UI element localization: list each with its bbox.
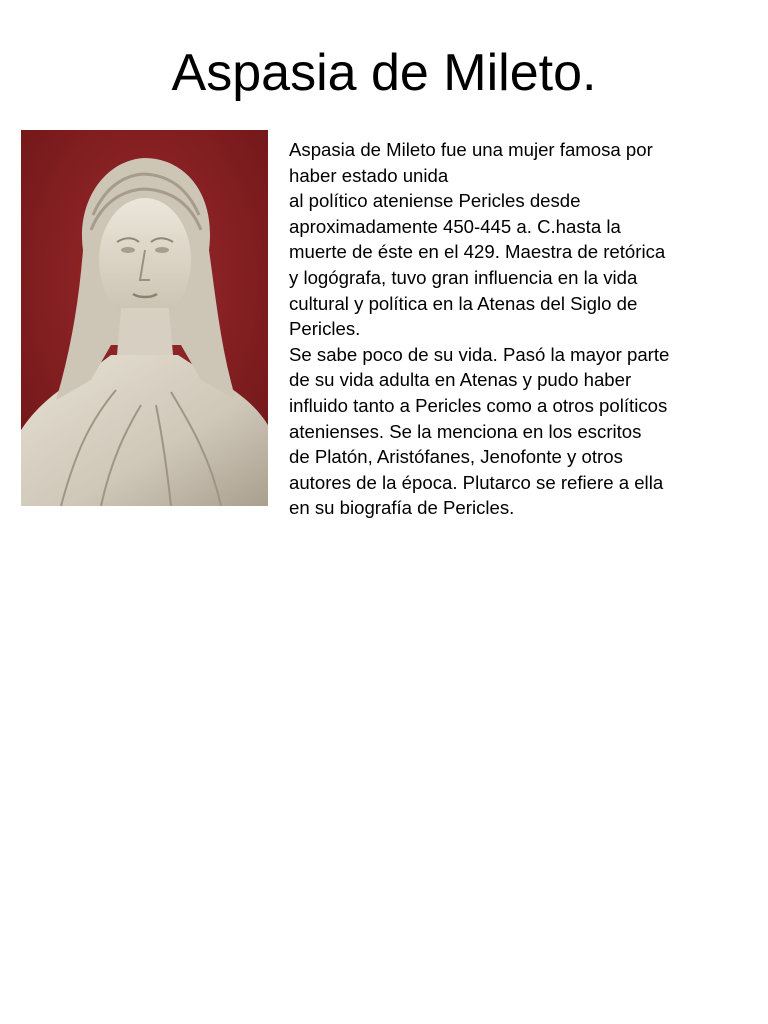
text-line: haber estado unida — [289, 164, 449, 186]
text-line: al político ateniense Pericles desde — [289, 190, 581, 212]
paragraph — [289, 137, 741, 342]
text-line: de su vida adulta en Atenas y pudo haber — [289, 369, 632, 391]
text-line: muerte de éste en el 429. Maestra de retórica — [289, 241, 666, 263]
text-line: Se sabe poco de su vida. Pasó la mayor parte — [289, 343, 670, 365]
text-line: en su biografía de Pericles. — [289, 497, 515, 519]
text-line: aproximadamente 450-445 a. C.hasta la — [289, 215, 621, 237]
paragraph — [289, 342, 741, 521]
text-line: influido tanto a Pericles como a otros políticos — [289, 394, 668, 416]
page-title: Aspasia de Mileto. — [171, 44, 597, 102]
text-line: Aspasia de Mileto fue una mujer famosa por — [289, 139, 653, 160]
text-line: de Platón, Aristófanes, Jenofonte y otros — [289, 446, 623, 468]
article-body — [289, 137, 741, 521]
marble-bust-icon — [21, 130, 268, 506]
text-line: cultural y política en la Atenas del Siglo de — [289, 292, 638, 314]
text-line: y logógrafa, tuvo gran influencia en la vida — [289, 266, 638, 288]
bust-portrait-image — [21, 130, 268, 506]
text-line: Pericles. — [289, 318, 361, 340]
text-line: autores de la época. Plutarco se refiere a ella — [289, 471, 664, 493]
text-line: atenienses. Se la menciona en los escritos — [289, 420, 642, 442]
